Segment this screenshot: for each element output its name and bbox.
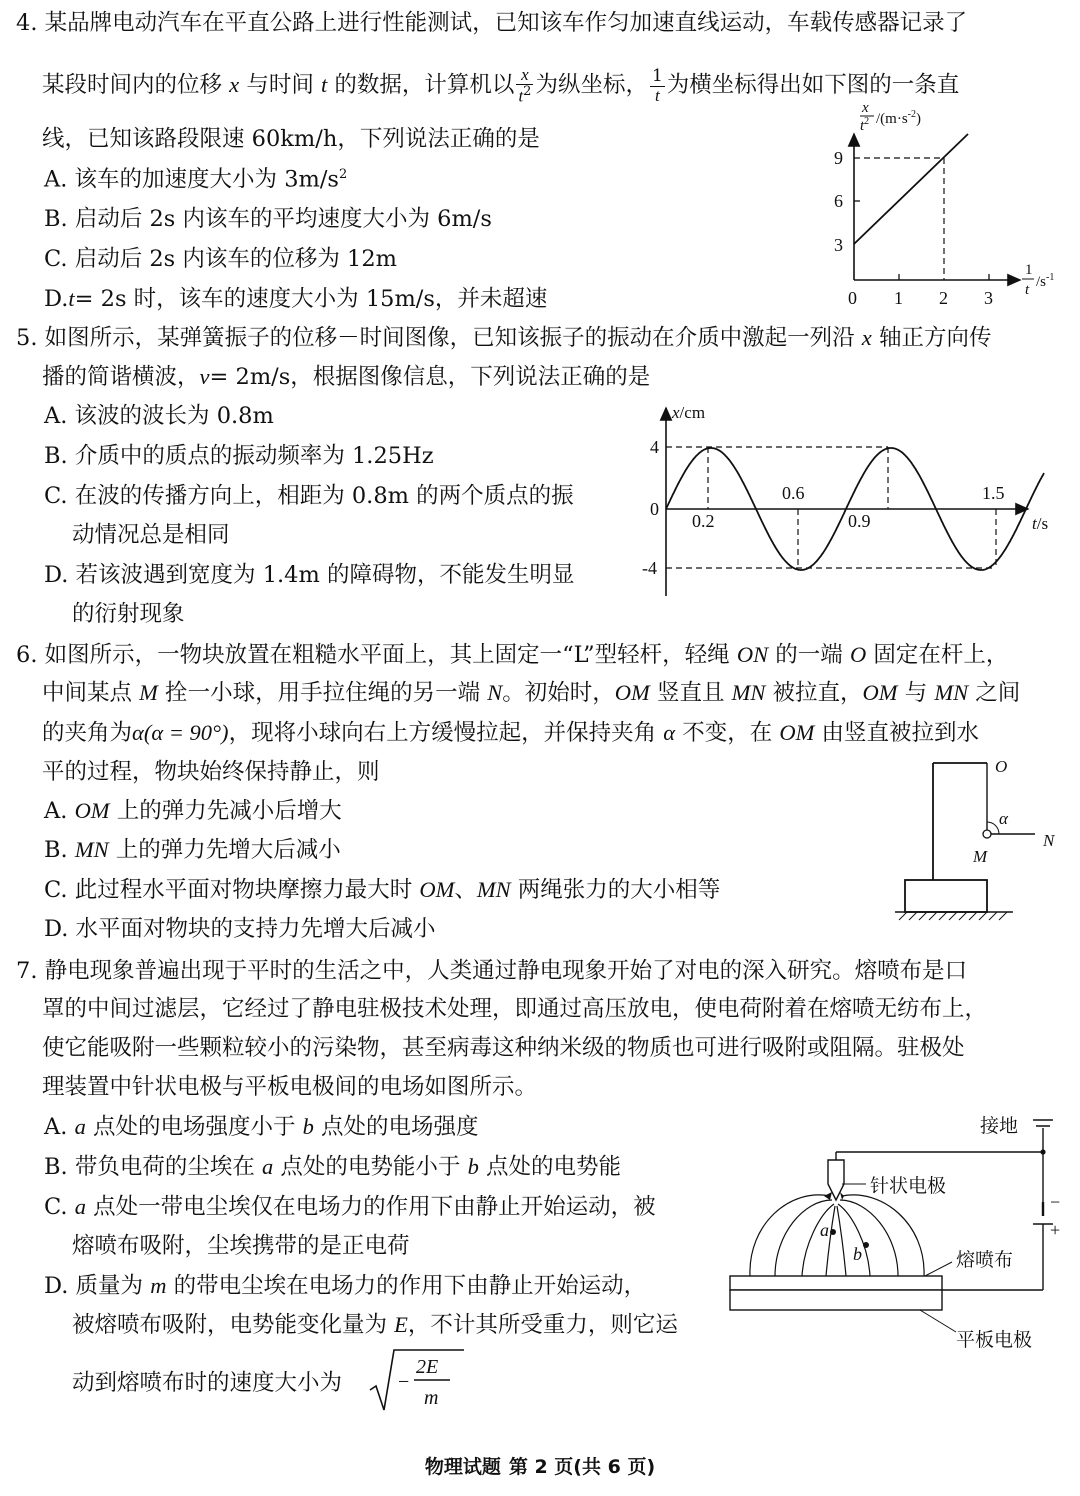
- q5-option-b: B. 介质中的质点的振动频率为 1.25Hz: [44, 443, 434, 469]
- q5-x-tick-0.9: 0.9: [848, 511, 871, 531]
- q5-stem-line2: 播的简谐横波，v= 2m/s，根据图像信息，下列说法正确的是: [42, 364, 651, 390]
- svg-text:a: a: [820, 1220, 829, 1240]
- q7-minus-sign: −: [1050, 1192, 1061, 1212]
- q6-label-n: N: [1043, 831, 1055, 850]
- q4-y-label-num: x: [862, 100, 869, 116]
- q7-label-needle: 针状电极: [870, 1175, 947, 1197]
- q6-ball: [983, 830, 991, 838]
- q5-option-a: A. 该波的波长为 0.8m: [44, 403, 274, 429]
- q5-y-tick-4: 4: [650, 437, 659, 457]
- q4-origin: 0: [848, 288, 857, 308]
- svg-text:2E: 2E: [416, 1356, 439, 1378]
- q7-sqrt-expression: [368, 1346, 468, 1416]
- svg-text:m: m: [424, 1387, 439, 1409]
- q5-option-c-line2: 动情况总是相同: [72, 522, 230, 548]
- q4-y-tick-6: 6: [834, 191, 843, 211]
- q6-option-d: D. 水平面对物块的支持力先增大后减小: [44, 916, 436, 942]
- q5-y-label: x/cm: [672, 403, 706, 422]
- q6-option-c: C. 此过程水平面对物块摩擦力最大时 OM、MN 两绳张力的大小相等: [44, 877, 721, 903]
- q7-point-a: [830, 1229, 836, 1235]
- q5-stem-line1: 5. 如图所示，某弹簧振子的位移－时间图像，已知该振子的振动在介质中激起一列沿 x 轴正方向传: [16, 325, 992, 351]
- q7-option-c-line2: 熔喷布吸附，尘埃携带的是正电荷: [72, 1233, 410, 1259]
- q7-plate-electrode: [730, 1290, 942, 1310]
- q7-stem-line4: 理装置中针状电极与平板电极间的电场如图所示。: [42, 1074, 538, 1100]
- q7-plus-sign: +: [1050, 1220, 1061, 1240]
- q7-option-d-line2: 被熔喷布吸附，电势能变化量为 E，不计其所受重力，则它运: [72, 1312, 678, 1338]
- q6-option-a: A. OM 上的弹力先减小后增大: [44, 798, 342, 824]
- q7-option-a: A. a 点处的电场强度小于 b 点处的电场强度: [44, 1114, 479, 1140]
- q5-x-label: t/s: [1032, 514, 1049, 533]
- q7-stem-line2: 罩的中间过滤层，它经过了静电驻极技术处理，即通过高压放电，使电荷附着在熔喷无纺布上，: [42, 996, 988, 1022]
- q7-stem-line1: 7. 静电现象普遍出现于平时的生活之中，人类通过静电现象开始了对电的深入研究。熔喷布是口: [16, 958, 968, 984]
- svg-text:−: −: [398, 1371, 410, 1393]
- q6-option-b: B. MN 上的弹力先增大后减小: [44, 837, 341, 863]
- q4-x-label-den: t: [1025, 282, 1030, 298]
- q6-stem-line4: 平的过程，物块始终保持静止，则: [42, 759, 380, 785]
- q6-stem-line3: 的夹角为α(α = 90°)，现将小球向右上方缓慢拉起，并保持夹角 α 不变，在 OM 由竖直被拉到水: [42, 720, 980, 746]
- q4-option-c: C. 启动后 2s 内该车的位移为 12m: [44, 246, 398, 272]
- q4-x-tick-3: 3: [984, 288, 993, 308]
- q5-y-tick-0: 0: [650, 499, 659, 519]
- q4-stem-line2: 某段时间内的位移 x 与时间 t 的数据，计算机以 $\frac{x}{t^2}$ 为纵坐标， $\frac{1}{t}$ 为横坐标得出如下图的一条直: [42, 65, 960, 106]
- q7-ground-symbol: [1033, 1120, 1053, 1126]
- page-footer: 物理试题 第 2 页(共 6 页): [424, 1456, 656, 1478]
- q7-label-meltblown: 熔喷布: [956, 1249, 1014, 1271]
- q7-option-d-line3: 动到熔喷布时的速度大小为: [72, 1370, 343, 1396]
- q7-label-ground: 接地: [980, 1115, 1019, 1137]
- q6-label-m: M: [973, 847, 988, 866]
- q7-figure: [720, 1104, 1070, 1364]
- q5-x-tick-0.6: 0.6: [782, 483, 805, 503]
- q4-x-label-num: 1: [1025, 262, 1033, 278]
- q7-option-b: B. 带负电荷的尘埃在 a 点处的电势能小于 b 点处的电势能: [44, 1154, 621, 1180]
- q7-field-lines: [750, 1195, 924, 1276]
- q4-option-d: D.t= 2s 时，该车的速度大小为 15m/s，并未超速: [44, 286, 548, 312]
- q5-option-d-line2: 的衍射现象: [72, 601, 185, 627]
- q4-graph: [820, 98, 1070, 318]
- q4-y-tick-9: 9: [834, 148, 843, 168]
- q4-fraction-1-over-t: $\frac{1}{t}$: [651, 65, 663, 105]
- q5-x-tick-1.5: 1.5: [982, 483, 1005, 503]
- q6-block: [905, 880, 987, 912]
- q6-label-alpha: α: [999, 809, 1008, 828]
- q7-stem-line3: 使它能吸附一些颗粒较小的污染物，甚至病毒这种纳米级的物质也可进行吸附或阻隔。驻极处: [42, 1035, 965, 1061]
- q5-graph: [640, 402, 1060, 602]
- q4-stem-line3: 线，已知该路段限速 60km/h，下列说法正确的是: [42, 126, 540, 152]
- q5-x-tick-0.2: 0.2: [692, 511, 715, 531]
- q4-y-unit: $/(m\cdot s^{-2})$: [876, 109, 922, 127]
- q4-y-label-den: $t^2$: [860, 116, 870, 134]
- q4-stem-line1: 4. 某品牌电动汽车在平直公路上进行性能测试，已知该车作匀加速直线运动，车载传感器记录了: [16, 10, 968, 36]
- q4-x-unit: $/s^{-1}$: [1036, 272, 1055, 290]
- q4-option-a: A. 该车的加速度大小为 $3m/s^2$: [44, 166, 348, 193]
- q6-figure: [895, 758, 1070, 933]
- q4-y-tick-3: 3: [834, 235, 843, 255]
- svg-text:b: b: [853, 1244, 862, 1264]
- q7-label-plate: 平板电极: [956, 1329, 1033, 1351]
- q7-point-b: [863, 1242, 869, 1248]
- q7-option-c-line1: C. a 点处一带电尘埃仅在电场力的作用下由静止开始运动，被: [44, 1194, 656, 1220]
- q4-option-b: B. 启动后 2s 内该车的平均速度大小为 6m/s: [44, 206, 492, 232]
- q4-x-tick-1: 1: [894, 288, 903, 308]
- q4-data-line: [854, 134, 968, 244]
- q6-label-o: O: [995, 757, 1008, 776]
- q6-stem-line1: 6. 如图所示，一物块放置在粗糙水平面上，其上固定一“L”型轻杆，轻绳 ON 的一端 O 固定在杆上，: [16, 642, 1009, 668]
- q5-y-tick-neg4: -4: [642, 558, 657, 578]
- q5-option-c-line1: C. 在波的传播方向上，相距为 0.8m 的两个质点的振: [44, 483, 574, 509]
- q6-stem-line2: 中间某点 M 拴一小球，用手拉住绳的另一端 N。初始时，OM 竖直且 MN 被拉直，OM 与 MN 之间: [42, 680, 1021, 706]
- q5-option-d-line1: D. 若该波遇到宽度为 1.4m 的障碍物，不能发生明显: [44, 562, 575, 588]
- q4-x-tick-2: 2: [939, 288, 948, 308]
- q7-option-d-line1: D. 质量为 m 的带电尘埃在电场力的作用下由静止开始运动，: [44, 1273, 647, 1299]
- q4-fraction-x-over-t2: $\frac{x}{t^2}$: [518, 65, 532, 106]
- q7-meltblown-cloth: [730, 1276, 942, 1290]
